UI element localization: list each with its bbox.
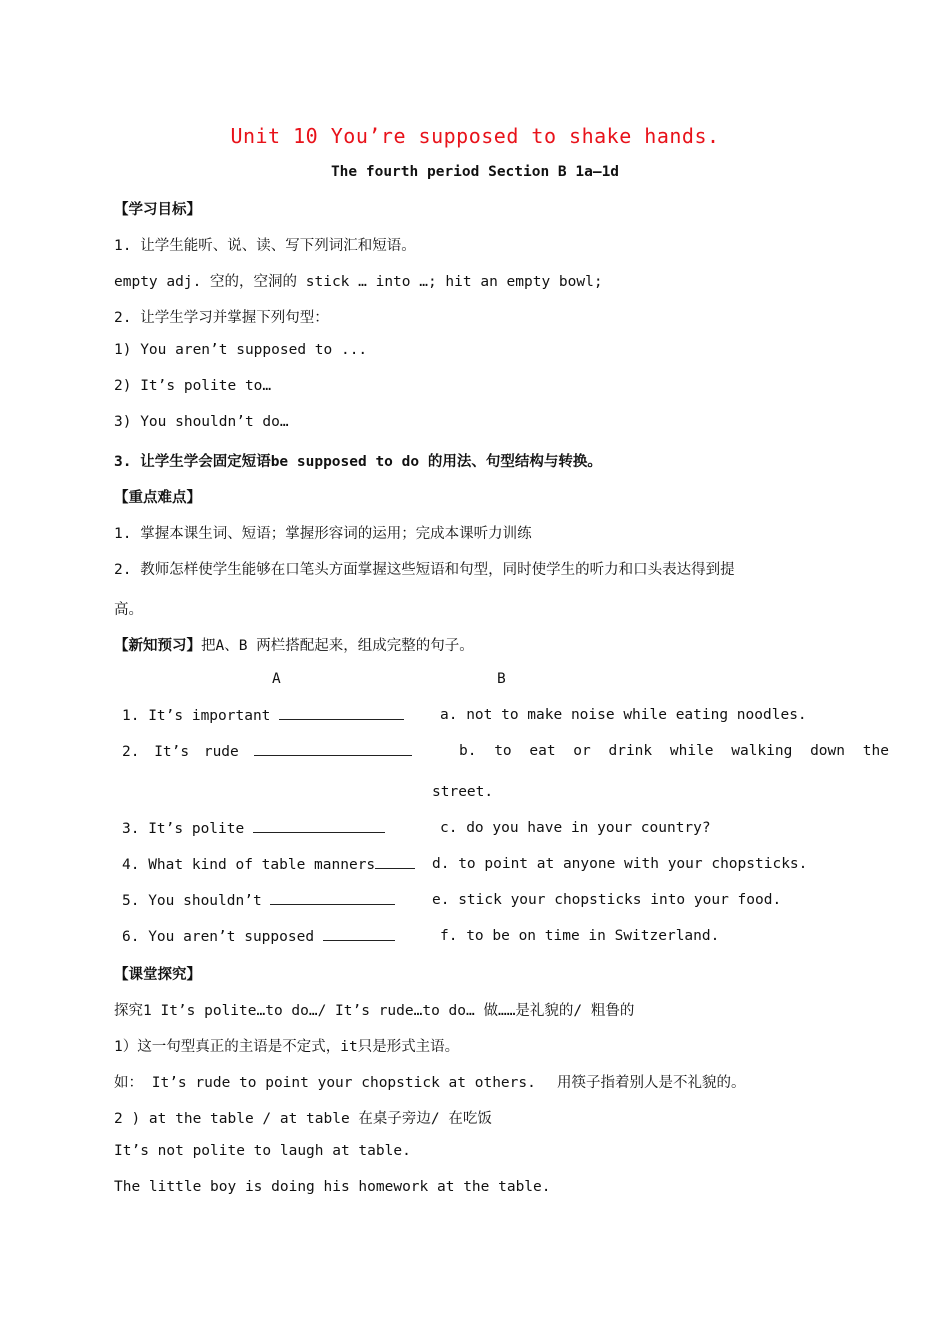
sentence-pattern-3: 3) You shouldn’t do… xyxy=(114,414,289,430)
answer-blank[interactable] xyxy=(279,707,404,720)
column-a-header: A xyxy=(272,671,281,687)
answer-blank[interactable] xyxy=(253,820,385,833)
answer-blank[interactable] xyxy=(375,856,415,869)
page-subtitle: The fourth period Section B 1a—1d xyxy=(330,164,620,180)
preview-heading: 【新知预习】 xyxy=(114,638,201,654)
match-stem: 1. It’s important xyxy=(122,708,271,724)
explore-line-1: 探究1 It’s polite…to do…/ It’s rude…to do… 做……是礼貌的/ 粗鲁的 xyxy=(114,1003,635,1019)
match-stem: 2. It’s rude xyxy=(122,744,239,760)
goals-heading: 【学习目标】 xyxy=(114,202,201,218)
match-row-b: d. to point at anyone with your chopsticks. xyxy=(432,856,808,872)
explore-line-5: It’s not polite to laugh at table. xyxy=(114,1143,411,1159)
example-english: 如： It’s rude to point your chopstick at others. xyxy=(114,1075,536,1091)
match-row-b: c. do you have in your country? xyxy=(440,820,711,836)
explore-line-6: The little boy is doing his homework at the table. xyxy=(114,1179,551,1195)
match-row-a xyxy=(122,856,415,873)
sentence-pattern-2: 2) It’s polite to… xyxy=(114,378,272,394)
explore-heading: 【课堂探究】 xyxy=(114,967,201,983)
answer-blank[interactable] xyxy=(323,928,395,941)
match-stem: 5. You shouldn’t xyxy=(122,893,262,909)
preview-line xyxy=(114,634,474,655)
key-point-2-line1: 2. 教师怎样使学生能够在口笔头方面掌握这些短语和句型，同时使学生的听力和口头表达得到提 xyxy=(114,562,735,578)
explore-line-4: 2 ) at the table / at table 在桌子旁边/ 在吃饭 xyxy=(114,1111,492,1127)
match-row-a xyxy=(122,820,385,837)
key-point-2-line2: 高。 xyxy=(114,602,143,618)
page-title: Unit 10 You’re supposed to shake hands. xyxy=(230,124,720,148)
answer-blank[interactable] xyxy=(254,743,412,756)
match-row-a xyxy=(122,707,404,724)
match-row-a xyxy=(122,743,412,760)
preview-instruction: 把A、B 两栏搭配起来，组成完整的句子。 xyxy=(201,638,474,654)
answer-blank[interactable] xyxy=(270,892,395,905)
example-chinese: 用筷子指着别人是不礼貌的。 xyxy=(557,1075,746,1091)
match-row-a xyxy=(122,928,395,945)
vocab-line: empty adj. 空的，空洞的 stick … into …; hit an empty bowl; xyxy=(114,274,603,290)
match-row-b: e. stick your chopsticks into your food. xyxy=(432,892,782,908)
column-b-header: B xyxy=(497,671,506,687)
goal-item-3: 3. 让学生学会固定短语be supposed to do 的用法、句型结构与转换。 xyxy=(114,454,602,470)
match-row-b: f. to be on time in Switzerland. xyxy=(440,928,720,944)
match-stem: 4. What kind of table manners xyxy=(122,857,376,873)
key-point-1: 1. 掌握本课生词、短语；掌握形容词的运用；完成本课听力训练 xyxy=(114,526,532,542)
explore-line-2: 1）这一句型真正的主语是不定式，it只是形式主语。 xyxy=(114,1039,460,1055)
goal-item-1: 1. 让学生能听、说、读、写下列词汇和短语。 xyxy=(114,238,416,254)
sentence-pattern-1: 1) You aren’t supposed to ... xyxy=(114,342,368,358)
key-points-heading: 【重点难点】 xyxy=(114,490,201,506)
goal-item-2: 2. 让学生学习并掌握下列句型： xyxy=(114,310,329,326)
match-row-a xyxy=(122,892,395,909)
match-stem: 3. It’s polite xyxy=(122,821,245,837)
match-row-b: b. to eat or drink while walking down the xyxy=(459,743,889,759)
match-stem: 6. You aren’t supposed xyxy=(122,929,315,945)
match-row-b: a. not to make noise while eating noodles. xyxy=(440,707,807,723)
match-row-b-continuation: street. xyxy=(432,784,494,800)
